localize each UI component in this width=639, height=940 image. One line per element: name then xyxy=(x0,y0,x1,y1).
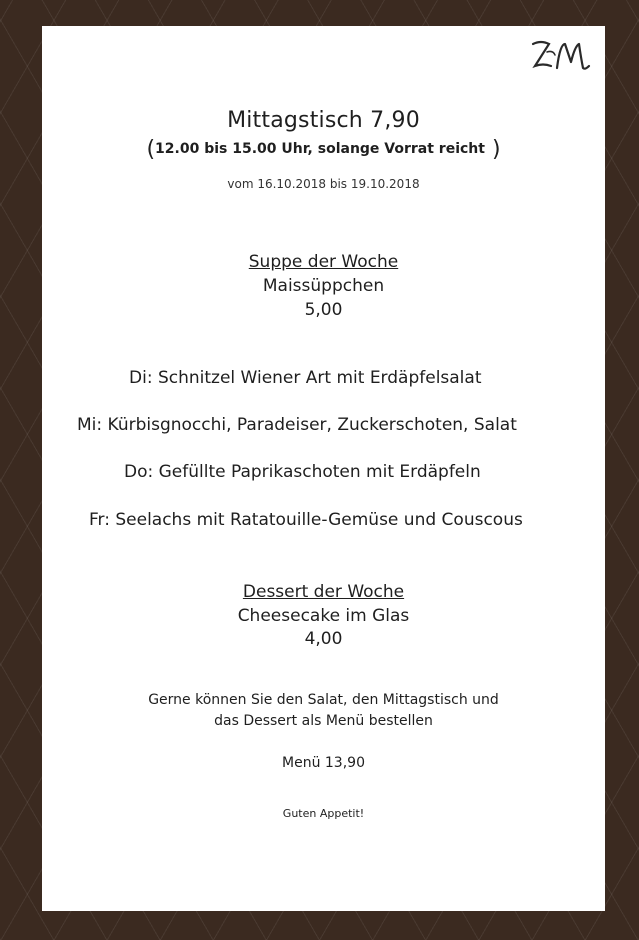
menu-note-line-2: das Dessert als Menü bestellen xyxy=(214,713,433,729)
combo-menu-price: Menü 13,90 xyxy=(282,755,365,771)
soup-heading: Suppe der Woche xyxy=(248,252,399,272)
dish-tuesday: Di: Schnitzel Wiener Art mit Erdäpfelsalat xyxy=(129,368,482,388)
dessert-heading: Dessert der Woche xyxy=(242,582,405,602)
serving-hours: (12.00 bis 15.00 Uhr, solange Vorrat reicht ) xyxy=(146,137,501,162)
soup-price: 5,00 xyxy=(304,300,343,320)
menu-sheet xyxy=(42,26,605,911)
dish-thursday: Do: Gefüllte Paprikaschoten mit Erdäpfeln xyxy=(124,462,481,482)
dessert-price: 4,00 xyxy=(304,629,343,649)
dish-wednesday: Mi: Kürbisgnocchi, Paradeiser, Zuckerschoten, Salat xyxy=(77,415,517,435)
soup-name: Maissüppchen xyxy=(262,276,385,296)
zm-logo xyxy=(527,36,593,74)
menu-note xyxy=(42,690,605,732)
menu-note-line-1: Gerne können Sie den Salat, den Mittagstisch und xyxy=(148,692,499,708)
validity-period: vom 16.10.2018 bis 19.10.2018 xyxy=(227,177,420,191)
dessert-name: Cheesecake im Glas xyxy=(237,606,410,626)
dish-friday: Fr: Seelachs mit Ratatouille-Gemüse und Couscous xyxy=(89,510,523,530)
menu-title: Mittagstisch 7,90 xyxy=(227,108,420,133)
closing-greeting: Guten Appetit! xyxy=(282,807,365,820)
